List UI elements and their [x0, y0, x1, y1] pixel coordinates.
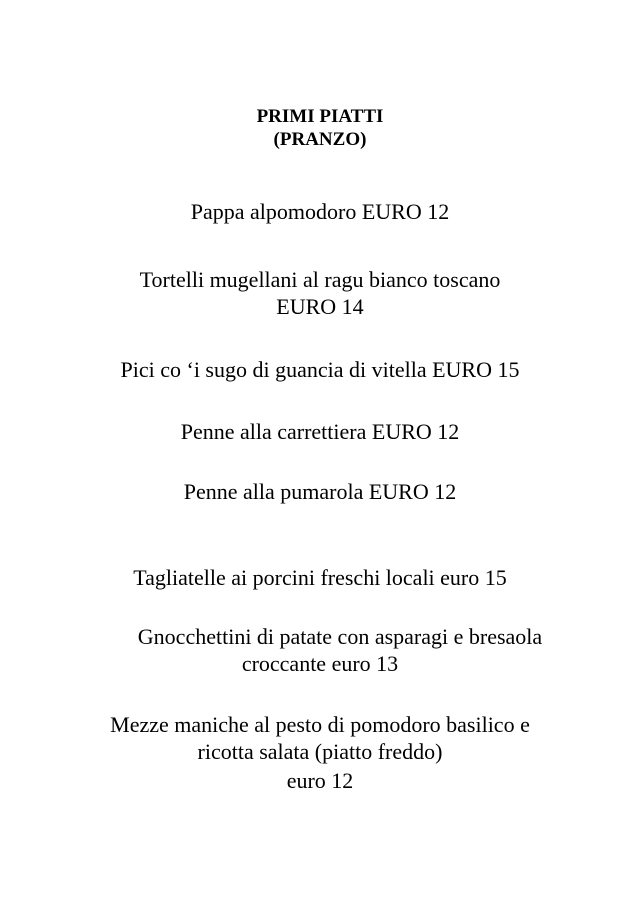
menu-item: Gnocchettini di patate con asparagi e bresaola: [137, 624, 543, 649]
menu-item: Penne alla pumarola EURO 12: [183, 479, 457, 504]
menu-item: Tagliatelle ai porcini freschi locali euro 15: [133, 565, 507, 590]
menu-item-price: croccante euro 13: [241, 651, 399, 676]
section-subtitle: (PRANZO): [273, 129, 367, 150]
menu-item: Pici co ‘i sugo di guancia di vitella EURO 15: [120, 357, 520, 382]
menu-item: Pappa alpomodoro EURO 12: [190, 199, 450, 224]
menu-item-price: EURO 14: [276, 294, 364, 319]
menu-item: Penne alla carrettiera EURO 12: [180, 419, 460, 444]
menu-item: Mezze maniche al pesto di pomodoro basilico e: [110, 712, 530, 737]
menu-item-desc: ricotta salata (piatto freddo): [197, 739, 443, 764]
menu-item: Tortelli mugellani al ragu bianco toscano: [139, 267, 501, 292]
menu-item-price: euro 12: [286, 768, 354, 793]
section-title: PRIMI PIATTI: [256, 106, 384, 127]
